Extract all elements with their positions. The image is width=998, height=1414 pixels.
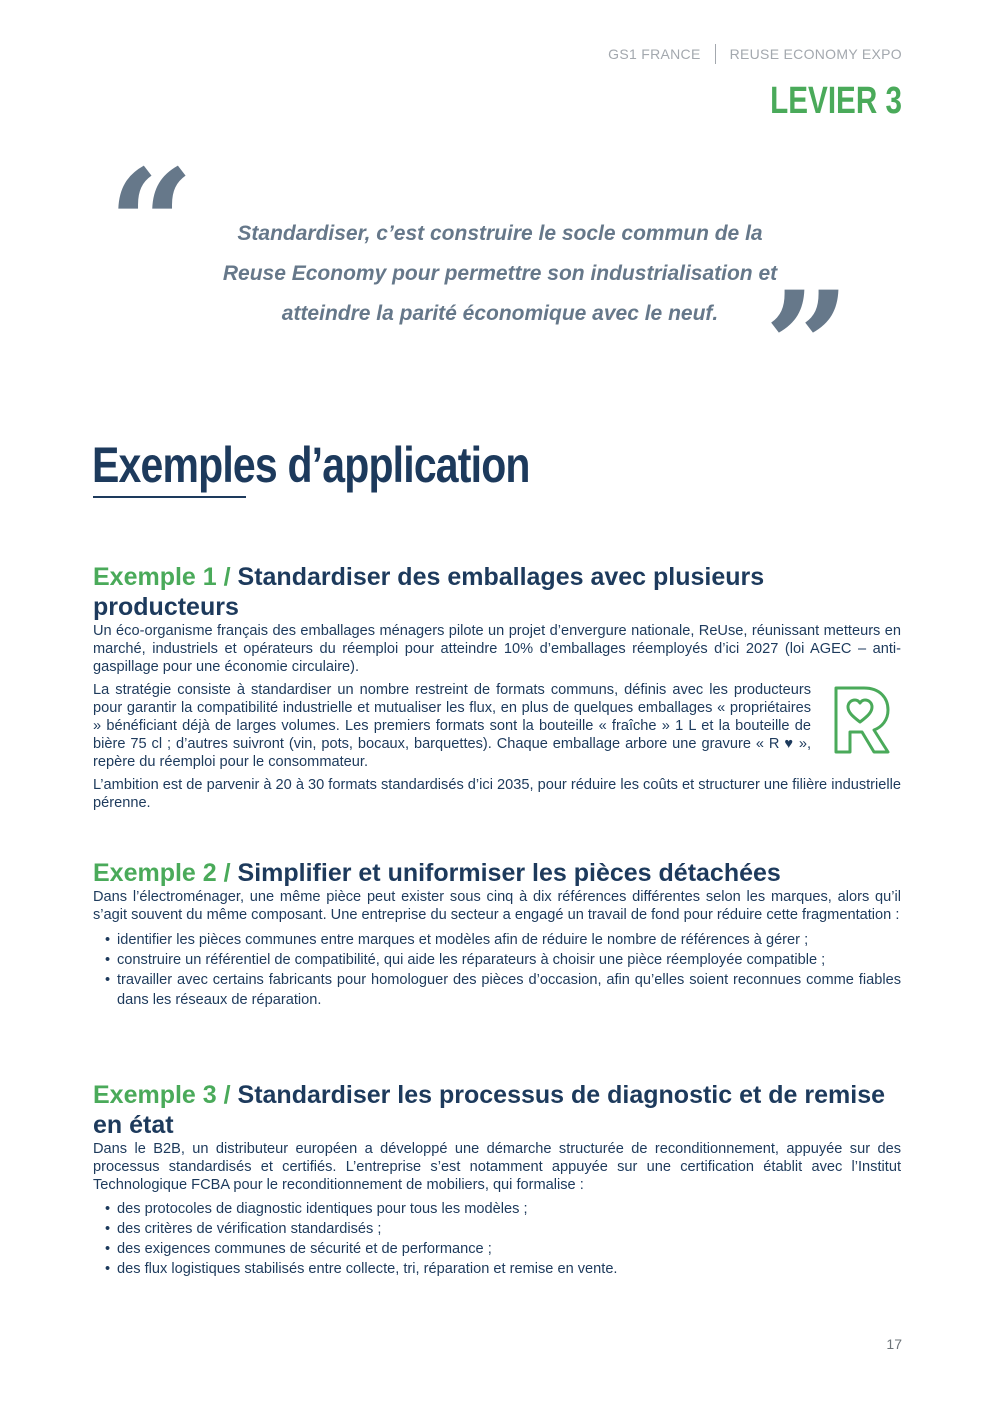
running-header [608,44,902,64]
example-1-paragraph-1: Un éco-organisme français des emballages ménagers pilote un projet d’envergure nationale, ReUse, réunissant metteurs en marché, industriels et opérateurs du réemploi pour atteindre 10% d’emballages réemployés d’ici 2027 (loi AGEC – anti-gaspillage pour une économie circulaire). [93,623,901,675]
example-3-heading [93,1080,901,1140]
levier-label: LEVIER 3 [770,80,902,122]
example-2-bullet-list [93,930,901,1010]
title-underline [93,496,246,498]
header-left: GS1 FRANCE [608,46,701,62]
pull-quote [170,214,830,334]
list-item: • des critères de vérification standardisés ; [105,1219,901,1239]
quote-line-2: Reuse Economy pour permettre son industrialisation et [222,262,778,285]
example-2-number: Exemple 2 / [93,859,231,887]
list-item: • travailler avec certains fabricants pour homologuer des pièces d’occasion, afin qu’elles soient reconnues comme fiables dans les réseaux de réparation. [105,970,901,1010]
example-2-title: Simplifier et uniformiser les pièces détachées [237,859,781,887]
open-quote-icon: “ [108,137,195,313]
r-heart-logo-icon [830,684,892,756]
example-1-paragraph-2: La stratégie consiste à standardiser un nombre restreint de formats communs, définis avec les producteurs pour garantir la compatibilité industrielle et mutualiser les flux, en plus de quelques emballages « propriétaires » bénéficiant déjà de larges volumes. Les premiers formats sont la bouteille « fraîche » 1 L et la bouteille de bière 75 cl ; d’autres suivront (vin, pots, bocaux, barquettes). Chaque emballage arbore une gravure « R ♥ », repère du réemploi pour le consommateur. [93,682,811,770]
quote-line-1: Standardiser, c’est construire le socle commun de la [237,222,763,245]
example-2 [93,858,901,1010]
example-3-number: Exemple 3 / [93,1081,231,1109]
header-right: REUSE ECONOMY EXPO [729,46,902,62]
example-1-heading [93,562,901,622]
example-3-title: Standardiser les processus de diagnostic et de remise en état [93,1081,886,1139]
example-2-heading [93,858,901,888]
example-1 [93,562,901,817]
list-item: • des flux logistiques stabilisés entre collecte, tri, réparation et remise en vente. [105,1259,901,1279]
example-1-paragraph-3: L’ambition est de parvenir à 20 à 30 formats standardisés d’ici 2035, pour réduire les coûts et structurer une filière industrielle pérenne. [93,777,901,811]
example-3 [93,1080,901,1279]
example-1-number: Exemple 1 / [93,563,231,591]
list-item: • construire un référentiel de compatibilité, qui aide les réparateurs à choisir une pièce réemployée compatible ; [105,950,901,970]
section-title: Exemples d’application [92,437,530,493]
example-2-paragraph-1: Dans l’électroménager, une même pièce peut exister sous cinq à dix références différentes selon les marques, alors qu’il s’agit souvent du même composant. Une entreprise du secteur a engagé un travail de fond pour réduire cette fragmentation : [93,889,901,923]
list-item: • des exigences communes de sécurité et de performance ; [105,1239,901,1259]
example-1-title: Standardiser des emballages avec plusieurs producteurs [93,563,765,621]
quote-line-3: atteindre la parité économique avec le neuf. [281,302,719,325]
header-separator [715,44,716,64]
list-item: • identifier les pièces communes entre marques et modèles afin de réduire le nombre de références à gérer ; [105,930,901,950]
example-3-bullet-list [93,1199,901,1279]
example-3-paragraph-1: Dans le B2B, un distributeur européen a développé une démarche structurée de reconditionnement, appuyée sur des processus standardisés et certifiés. L’entreprise s’est notamment appuyée sur une certification établit avec l’Institut Technologique FCBA pour le reconditionnement de mobiliers, qui formalise : [93,1141,901,1193]
page-number: 17 [886,1336,902,1352]
close-quote-icon: ” [764,259,851,435]
list-item: • des protocoles de diagnostic identiques pour tous les modèles ; [105,1199,901,1219]
